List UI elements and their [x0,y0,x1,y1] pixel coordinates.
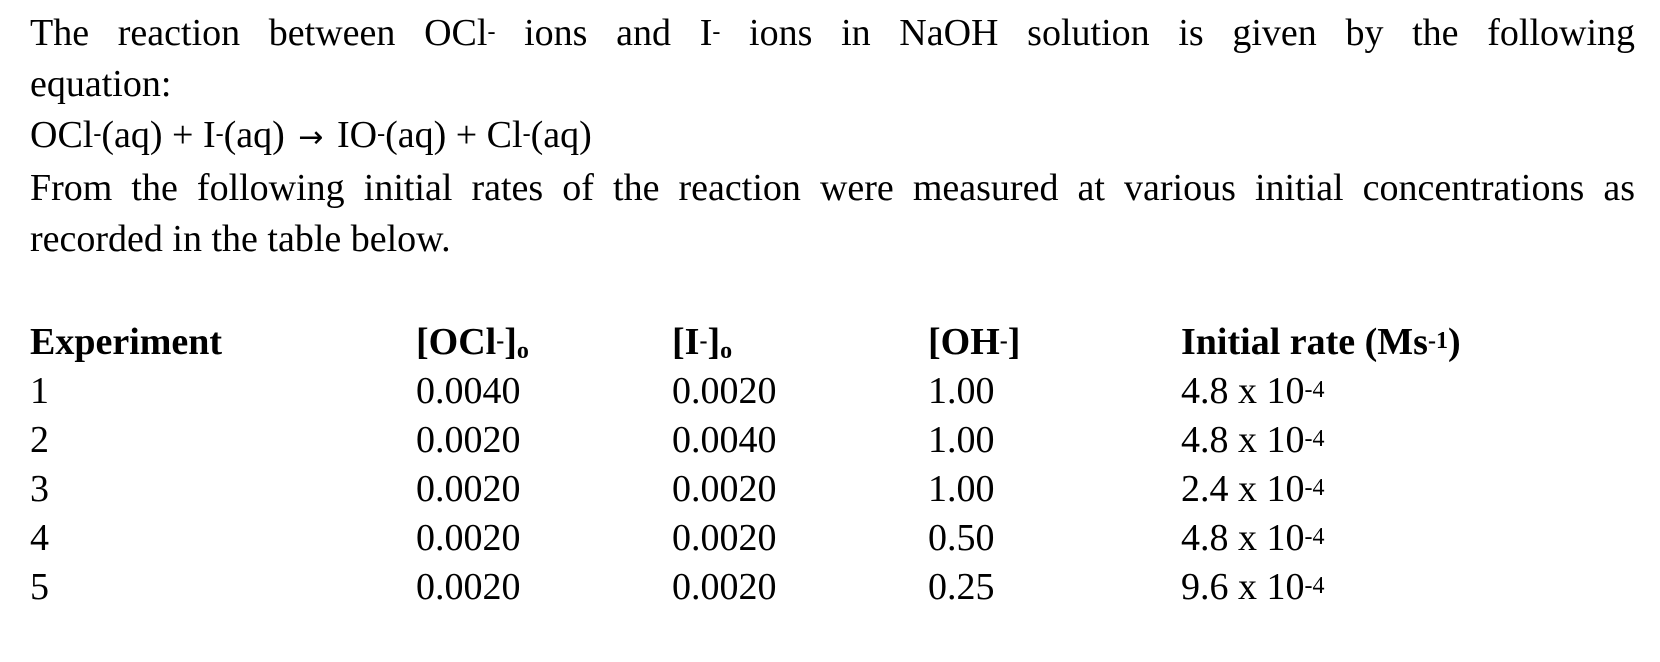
table-row [30,563,1635,612]
table-cell: 0.0020 [416,419,521,461]
table-row [30,416,1635,465]
description-paragraph: From the following initial rates of the reaction were measured at various initial concentrations as recorded in the table below. [30,167,1635,260]
table-row [30,367,1635,416]
table-header-cell: [OH-] [928,321,1021,363]
table-cell: 2.4 x $10^{-4}$ [1181,468,1325,510]
table-cell: 4.8 x $10^{-4}$ [1181,419,1325,461]
table-header-cell: $[OCl^-]_o$ [416,321,529,364]
table-cell: 0.0040 [416,370,521,412]
table-cell: 1.00 [928,419,995,461]
table-cell: 0.0040 [672,419,777,461]
rate-data-table [30,318,1635,612]
table-cell: 9.6 x $10^{-4}$ [1181,566,1325,608]
table-row [30,514,1635,563]
table-cell: 0.0020 [672,468,777,510]
table-cell: 1.00 [928,370,995,412]
table-cell: 0.0020 [416,517,521,559]
table-cell: 0.0020 [416,468,521,510]
intro-line-2: equation: [30,63,172,105]
document-body [30,8,1635,265]
table-cell: 4 [30,517,49,559]
table-cell: 1.00 [928,468,995,510]
table-cell: 0.0020 [672,566,777,608]
table-row [30,465,1635,514]
table-header-cell: $[I^-]_o$ [672,321,733,364]
table-cell: 0.25 [928,566,995,608]
table-header-row [30,318,1635,367]
table-cell: 5 [30,566,49,608]
table-cell: 2 [30,419,49,461]
table-cell: 1 [30,370,49,412]
intro-line-1: The reaction between OCl- ions and I- ions in NaOH solution is given by the following [30,12,1636,54]
table-header-cell: Initial rate $(Ms^{-1})$ [1181,321,1461,363]
table-cell: 0.0020 [672,370,777,412]
table-cell: 0.0020 [416,566,521,608]
reaction-equation: OCl-(aq) + I-(aq) → IO-(aq) + Cl-(aq) [30,114,592,156]
table-cell: 0.50 [928,517,995,559]
table-header-cell: Experiment [30,321,223,363]
table-cell: 3 [30,468,49,510]
table-cell: 0.0020 [672,517,777,559]
table-cell: 4.8 x $10^{-4}$ [1181,370,1325,412]
table-cell: 4.8 x $10^{-4}$ [1181,517,1325,559]
